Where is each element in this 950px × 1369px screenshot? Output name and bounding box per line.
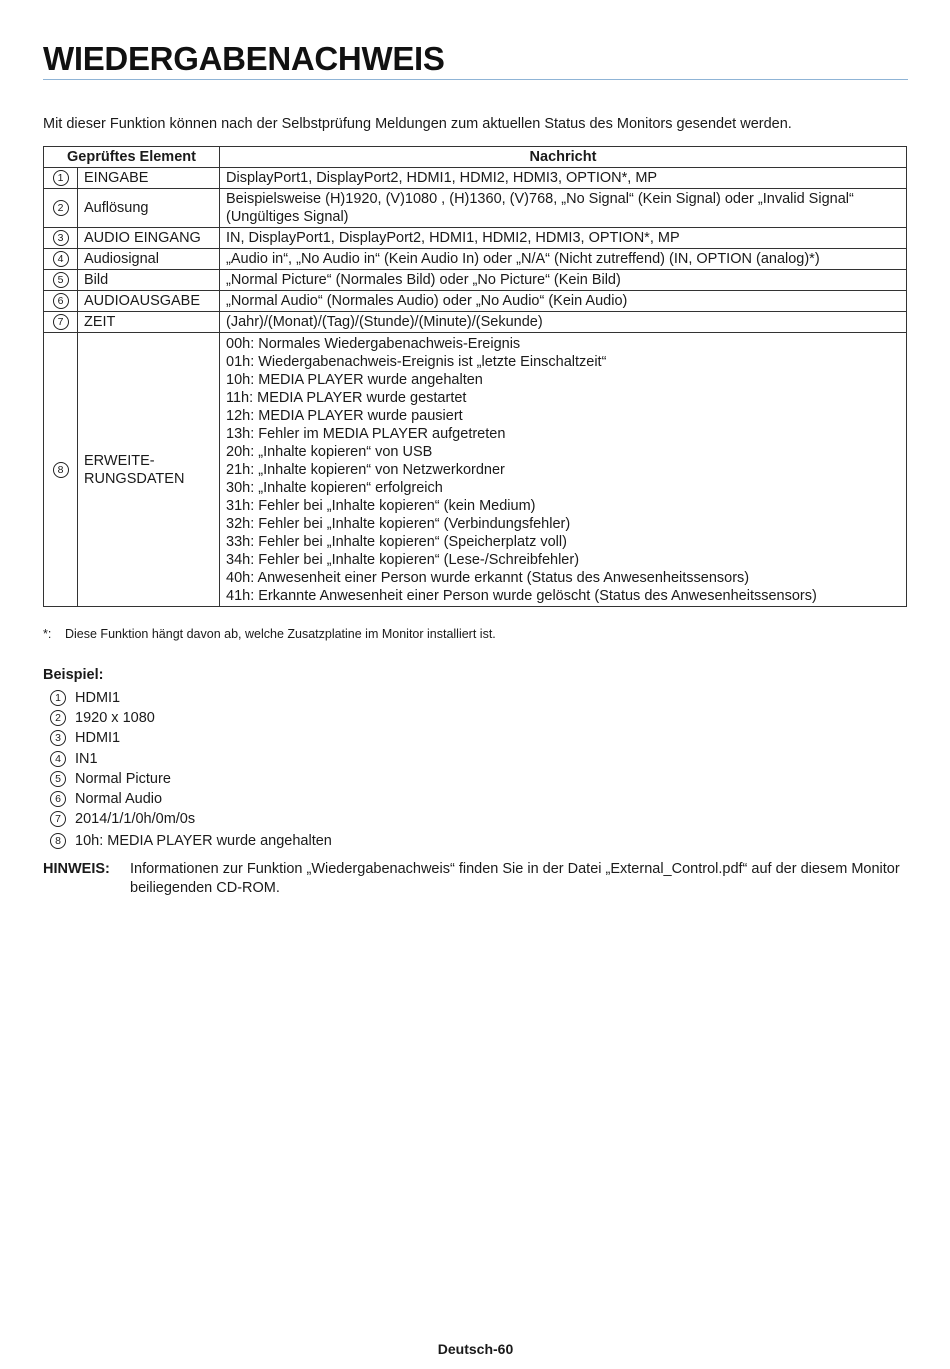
code-line: 11h: MEDIA PLAYER wurde gestartet: [226, 390, 467, 406]
note-block: [43, 860, 908, 898]
list-item: [50, 688, 332, 708]
list-item: [50, 708, 332, 728]
example-value: HDMI1: [75, 730, 121, 747]
code-line: 41h: Erkannte Anwesenheit einer Person wurde gelöscht (Status des Anwesenheitssensors): [226, 588, 817, 604]
list-item: [50, 809, 332, 829]
page-number: Deutsch-60: [437, 1341, 514, 1357]
code-line: 00h: Normales Wiedergabenachweis-Ereignis: [226, 336, 521, 352]
circled-number: 8: [53, 462, 69, 478]
table-cell-element: ZEIT: [78, 312, 220, 333]
table-row: [44, 168, 907, 189]
code-line: 21h: „Inhalte kopieren“ von Netzwerkordner: [226, 462, 505, 478]
table-cell-element: Auflösung: [78, 189, 220, 228]
header-element: Geprüftes Element: [44, 147, 220, 168]
table-cell-element: [78, 333, 220, 607]
table-cell-message: Beispielsweise (H)1920, (V)1080 , (H)1360, (V)768, „No Signal“ (Kein Signal) oder „Invalid Signal“ (Ungültiges Signal): [220, 189, 907, 228]
circled-number: 7: [50, 811, 66, 827]
code-line: 33h: Fehler bei „Inhalte kopieren“ (Speicherplatz voll): [226, 534, 567, 550]
code-line: 40h: Anwesenheit einer Person wurde erkannt (Status des Anwesenheitssensors): [226, 570, 750, 586]
table-cell-message: „Normal Picture“ (Normales Bild) oder „No Picture“ (Kein Bild): [220, 270, 907, 291]
title-divider: [43, 79, 908, 80]
circled-number: 3: [50, 730, 66, 746]
table-cell-message: „Audio in“, „No Audio in“ (Kein Audio In) oder „N/A“ (Nicht zutreffend) (IN, OPTION (analog)*): [220, 249, 907, 270]
table-row-extended: [44, 333, 907, 607]
list-item: [50, 769, 332, 789]
table-row: [44, 312, 907, 333]
circled-number: 5: [53, 272, 69, 288]
element-line: ERWEITE-: [84, 452, 155, 469]
list-item: [50, 829, 332, 853]
intro-paragraph: Mit dieser Funktion können nach der Selbstprüfung Meldungen zum aktuellen Status des Monitors gesendet werden.: [43, 116, 792, 132]
footnote: [43, 627, 496, 641]
table-cell-element: AUDIOAUSGABE: [78, 291, 220, 312]
example-value: 1920 x 1080: [75, 710, 155, 727]
table-cell-element: Audiosignal: [78, 249, 220, 270]
footnote-marker: *:: [43, 627, 52, 641]
circled-number: 1: [53, 170, 69, 186]
example-value: Normal Audio: [75, 791, 163, 808]
code-line: 10h: MEDIA PLAYER wurde angehalten: [226, 372, 483, 388]
note-label: HINWEIS:: [43, 861, 110, 877]
list-item: [50, 789, 332, 809]
code-line: 31h: Fehler bei „Inhalte kopieren“ (kein Medium): [226, 498, 536, 514]
example-value: Normal Picture: [75, 770, 171, 787]
circled-number: 1: [50, 690, 66, 706]
page-title: WIEDERGABENACHWEIS: [43, 40, 445, 77]
table-row: [44, 270, 907, 291]
circled-number: 7: [53, 314, 69, 330]
code-line: 30h: „Inhalte kopieren“ erfolgreich: [226, 480, 443, 496]
table-cell-message: DisplayPort1, DisplayPort2, HDMI1, HDMI2, HDMI3, OPTION*, MP: [220, 168, 907, 189]
table-cell-codes: [220, 333, 907, 607]
code-line: 13h: Fehler im MEDIA PLAYER aufgetreten: [226, 426, 506, 442]
table-cell-element: Bild: [78, 270, 220, 291]
footnote-text: Diese Funktion hängt davon ab, welche Zusatzplatine im Monitor installiert ist.: [65, 627, 496, 641]
table-row: [44, 189, 907, 228]
example-value: HDMI1: [75, 690, 121, 707]
note-text: Informationen zur Funktion „Wiedergabenachweis“ finden Sie in der Datei „External_Control.pdf“ auf der diesem Monitor beiliegenden CD-ROM.: [130, 861, 900, 896]
circled-number: 6: [53, 293, 69, 309]
list-item: [50, 749, 332, 769]
table-cell-message: (Jahr)/(Monat)/(Tag)/(Stunde)/(Minute)/(Sekunde): [220, 312, 907, 333]
table-row: [44, 291, 907, 312]
table-cell-element: AUDIO EINGANG: [78, 228, 220, 249]
code-line: 20h: „Inhalte kopieren“ von USB: [226, 444, 433, 460]
table-row: [44, 228, 907, 249]
code-line: 12h: MEDIA PLAYER wurde pausiert: [226, 408, 463, 424]
circled-number: 4: [50, 751, 66, 767]
example-value: 2014/1/1/0h/0m/0s: [75, 811, 196, 828]
code-line: 01h: Wiedergabenachweis-Ereignis ist „letzte Einschaltzeit“: [226, 354, 607, 370]
circled-number: 3: [53, 230, 69, 246]
table-row: [44, 249, 907, 270]
header-message: Nachricht: [220, 147, 907, 168]
example-value: IN1: [75, 750, 98, 767]
status-table: [43, 146, 907, 607]
circled-number: 6: [50, 791, 66, 807]
example-list: [50, 688, 332, 853]
table-cell-message: IN, DisplayPort1, DisplayPort2, HDMI1, HDMI2, HDMI3, OPTION*, MP: [220, 228, 907, 249]
list-item: [50, 728, 332, 748]
circled-number: 8: [50, 833, 66, 849]
table-cell-element: EINGABE: [78, 168, 220, 189]
circled-number: 2: [50, 710, 66, 726]
table-header-row: [44, 147, 907, 168]
circled-number: 2: [53, 200, 69, 216]
code-line: 32h: Fehler bei „Inhalte kopieren“ (Verbindungsfehler): [226, 516, 571, 532]
code-line: 34h: Fehler bei „Inhalte kopieren“ (Lese-/Schreibfehler): [226, 552, 580, 568]
example-value: 10h: MEDIA PLAYER wurde angehalten: [75, 833, 332, 850]
table-cell-message: „Normal Audio“ (Normales Audio) oder „No Audio“ (Kein Audio): [220, 291, 907, 312]
example-title: Beispiel:: [43, 667, 104, 683]
circled-number: 4: [53, 251, 69, 267]
element-line: RUNGSDATEN: [84, 470, 185, 487]
circled-number: 5: [50, 771, 66, 787]
